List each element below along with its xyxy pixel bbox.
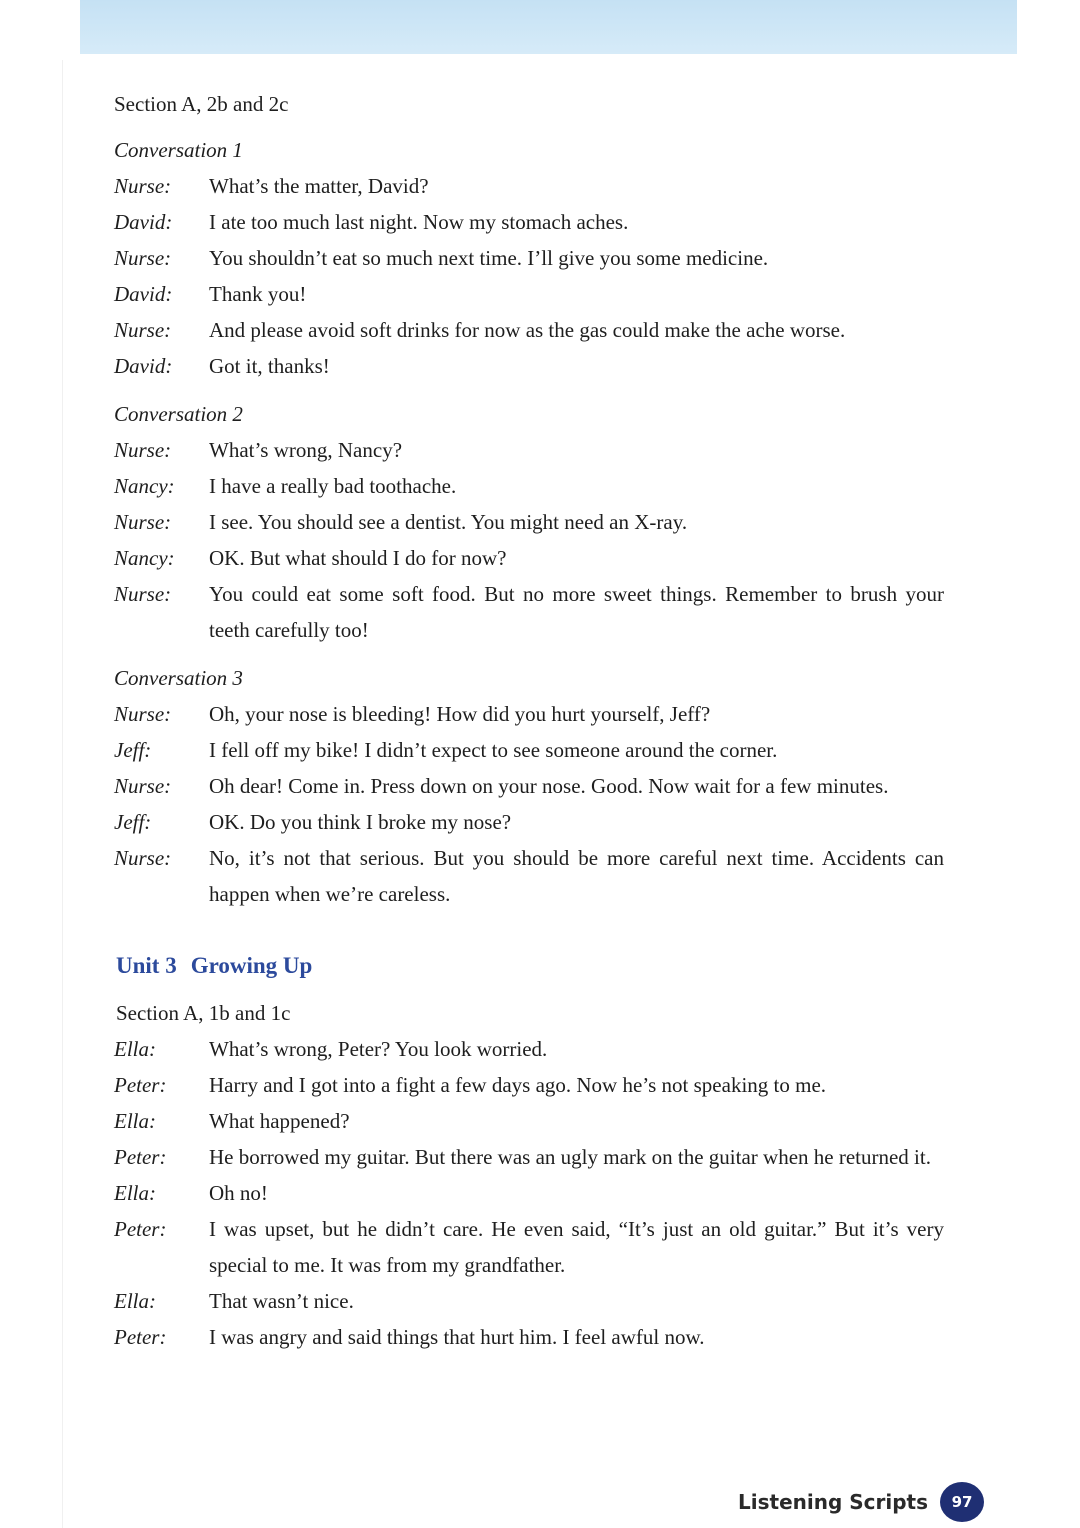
dialogue-line	[114, 1031, 944, 1067]
dialogue-line	[114, 1175, 944, 1211]
dialogue-line	[114, 204, 944, 240]
dialogue-line	[114, 168, 944, 204]
dialogue-line	[114, 432, 944, 468]
speech: He borrowed my guitar. But there was an ugly mark on the guitar when he returned it.	[209, 1145, 931, 1169]
speech: What’s the matter, David?	[209, 174, 429, 198]
dialogue-line	[114, 804, 944, 840]
speech: What’s wrong, Nancy?	[209, 438, 403, 462]
speaker: Nurse:	[114, 582, 172, 606]
page-number-badge: 97	[940, 1482, 984, 1522]
speaker: Peter:	[114, 1325, 167, 1349]
speech: Oh dear! Come in. Press down on your nose. Good. Now wait for a few minutes.	[209, 774, 889, 798]
speaker: David:	[114, 354, 173, 378]
dialogue-line	[114, 240, 944, 276]
conversation-1	[114, 132, 944, 384]
dialogue-line	[114, 1103, 944, 1139]
speech: OK. But what should I do for now?	[209, 546, 507, 570]
speaker: Nancy:	[114, 546, 175, 570]
speaker: Nurse:	[114, 438, 172, 462]
speech: You shouldn’t eat so much next time. I’ll give you some medicine.	[209, 246, 769, 270]
conversation-title: Conversation 2	[114, 402, 243, 426]
speaker: Nancy:	[114, 474, 175, 498]
dialogue-line	[114, 540, 944, 576]
dialogue-line	[114, 1319, 944, 1355]
dialogue-line	[114, 1211, 944, 1283]
page-edge	[62, 60, 63, 1528]
speech: Oh no!	[209, 1181, 268, 1205]
speech: What happened?	[209, 1109, 350, 1133]
speaker: Jeff:	[114, 738, 152, 762]
dialogue-line	[114, 696, 944, 732]
speech: I was angry and said things that hurt him. I feel awful now.	[209, 1325, 705, 1349]
dialogue-line	[114, 1067, 944, 1103]
speaker: David:	[114, 282, 173, 306]
script-content	[114, 86, 944, 1355]
speaker: Nurse:	[114, 246, 172, 270]
speaker: Nurse:	[114, 318, 172, 342]
speaker: Ella:	[114, 1109, 156, 1133]
speech: What’s wrong, Peter? You look worried.	[209, 1037, 548, 1061]
speaker: Peter:	[114, 1073, 167, 1097]
speaker: Peter:	[114, 1217, 167, 1241]
footer-label: Listening Scripts	[738, 1490, 928, 1514]
speaker: Nurse:	[114, 774, 172, 798]
dialogue-line	[114, 1139, 944, 1175]
speech: That wasn’t nice.	[209, 1289, 354, 1313]
dialogue-line	[114, 768, 944, 804]
dialogue-line	[114, 576, 944, 648]
speech: I ate too much last night. Now my stomach aches.	[209, 210, 629, 234]
unit-heading	[116, 948, 944, 984]
speech: Oh, your nose is bleeding! How did you hurt yourself, Jeff?	[209, 702, 711, 726]
speaker: Ella:	[114, 1181, 156, 1205]
dialogue-line	[114, 1283, 944, 1319]
speech: OK. Do you think I broke my nose?	[209, 810, 512, 834]
speech: I have a really bad toothache.	[209, 474, 457, 498]
conversation-2	[114, 396, 944, 648]
speaker: Nurse:	[114, 510, 172, 534]
speech: I fell off my bike! I didn’t expect to see someone around the corner.	[209, 738, 778, 762]
speech: I was upset, but he didn’t care. He even said, “It’s just an old guitar.” But it’s very special to me. It was from my grandfather.	[209, 1217, 944, 1277]
dialogue-line	[114, 312, 944, 348]
header-band	[80, 0, 1017, 54]
speech: No, it’s not that serious. But you should be more careful next time. Accidents can happen when we’re careless.	[209, 846, 944, 906]
speaker: Peter:	[114, 1145, 167, 1169]
dialogue-line	[114, 276, 944, 312]
page-footer	[738, 1482, 984, 1522]
dialogue-line	[114, 348, 944, 384]
section-title: Section A, 2b and 2c	[114, 92, 289, 116]
speech: You could eat some soft food. But no more sweet things. Remember to brush your teeth carefully too!	[209, 582, 944, 642]
dialogue-line	[114, 840, 944, 912]
conversation-3	[114, 660, 944, 912]
dialogue-line	[114, 468, 944, 504]
conversation-title: Conversation 3	[114, 666, 243, 690]
conversation-title: Conversation 1	[114, 138, 243, 162]
speaker: Ella:	[114, 1289, 156, 1313]
unit-number: Unit 3	[116, 953, 177, 978]
unit-title: Growing Up	[190, 953, 313, 978]
speech: Harry and I got into a fight a few days ago. Now he’s not speaking to me.	[209, 1073, 827, 1097]
dialogue-line	[114, 504, 944, 540]
speaker: Ella:	[114, 1037, 156, 1061]
speaker: Nurse:	[114, 702, 172, 726]
dialogue-line	[114, 732, 944, 768]
speech: And please avoid soft drinks for now as the gas could make the ache worse.	[209, 318, 846, 342]
speaker: David:	[114, 210, 173, 234]
section-title: Section A, 1b and 1c	[116, 1001, 291, 1025]
speaker: Jeff:	[114, 810, 152, 834]
speech: I see. You should see a dentist. You might need an X-ray.	[209, 510, 688, 534]
speech: Thank you!	[209, 282, 307, 306]
speaker: Nurse:	[114, 174, 172, 198]
speech: Got it, thanks!	[209, 354, 330, 378]
speaker: Nurse:	[114, 846, 172, 870]
unit-dialogue	[114, 1031, 944, 1355]
